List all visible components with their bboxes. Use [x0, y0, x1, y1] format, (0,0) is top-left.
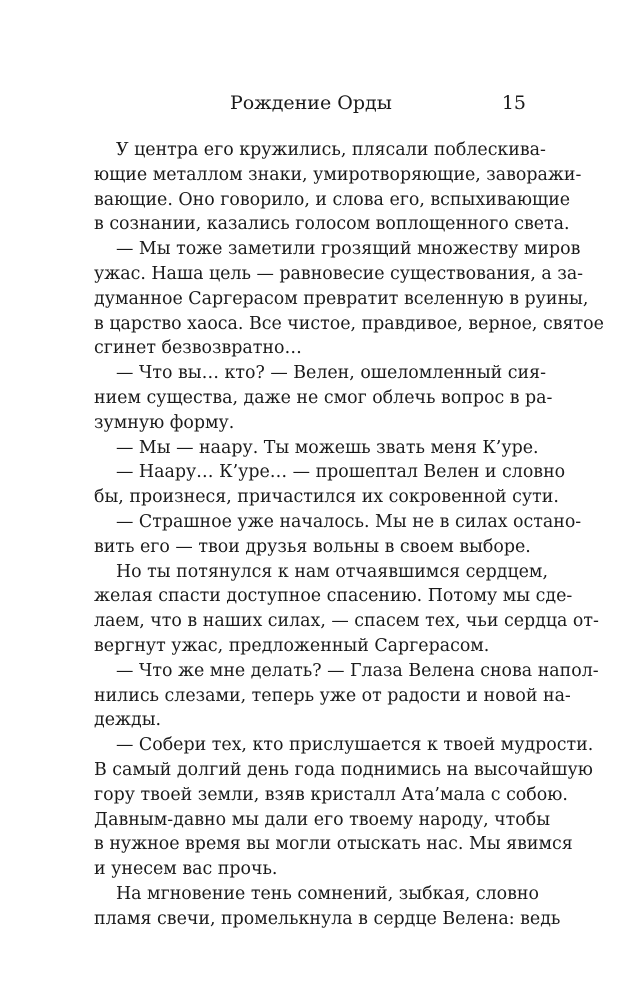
text-line: в царство хаоса. Все чистое, правдивое, верное, святое [94, 313, 604, 334]
text-line: — Что же мне делать? — Глаза Велена снова напол- [116, 660, 599, 681]
body-text [94, 138, 604, 932]
text-line: ужас. Наша цель — равновесие существования, а за- [94, 263, 584, 284]
text-line: в нужное время вы могли отыскать нас. Мы явимся [94, 834, 573, 855]
text-line: У центра его кружились, плясали поблескива- [116, 140, 546, 160]
text-line: нием существа, даже не смог облечь вопрос в ра- [94, 387, 553, 408]
text-line: гору твоей земли, взяв кристалл Ата’мала с собою. [94, 784, 568, 805]
text-line: — Собери тех, кто прислушается к твоей мудрости. [116, 735, 594, 756]
text-line: — Наару… К’уре… — прошептал Велен и словно [116, 462, 566, 483]
text-line: сгинет безвозвратно… [94, 338, 302, 359]
text-line: и унесем вас прочь. [94, 859, 278, 880]
text-line: пламя свечи, промелькнула в сердце Велена: ведь [94, 908, 561, 929]
text-line: вергнут ужас, предложенный Саргерасом. [94, 635, 490, 656]
text-line: зумную форму. [94, 412, 235, 433]
chapter-title: Рождение Орды [230, 92, 392, 114]
text-line: В самый долгий день года поднимись на высочайшую [94, 759, 593, 780]
text-line: вить его — твои друзья вольны в своем выборе. [94, 536, 531, 557]
text-line: вающие. Оно говорило, и слова его, вспыхивающие [94, 189, 571, 210]
text-line: — Что вы… кто? — Велен, ошеломленный сия- [116, 363, 546, 384]
running-header [94, 86, 526, 120]
text-line: ющие металлом знаки, умиротворяющие, заворажи- [94, 164, 582, 185]
text-line: лаем, что в наших силах, — спасем тех, чьи сердца от- [94, 611, 599, 632]
text-line: Но ты потянулся к нам отчаявшимся сердцем, [116, 561, 548, 582]
text-line: нились слезами, теперь уже от радости и новой на- [94, 685, 571, 706]
text-line: Давным-давно мы дали его твоему народу, чтобы [94, 809, 551, 830]
text-line: дежды. [94, 710, 162, 731]
text-line: думанное Саргерасом превратит вселенную в руины, [94, 288, 589, 309]
text-line: в сознании, казались голосом воплощенного света. [94, 214, 570, 235]
text-line: На мгновение тень сомнений, зыбкая, словно [116, 883, 539, 904]
text-line: бы, произнеся, причастился их сокровенной сути. [94, 487, 559, 508]
text-line: — Мы — наару. Ты можешь звать меня К’уре. [116, 437, 539, 458]
text-line: — Страшное уже началось. Мы не в силах остано- [116, 511, 582, 532]
page-number: 15 [501, 92, 526, 114]
text-line: — Мы тоже заметили грозящий множеству миров [116, 239, 581, 260]
text-line: желая спасти доступное спасению. Потому мы сде- [94, 586, 573, 607]
